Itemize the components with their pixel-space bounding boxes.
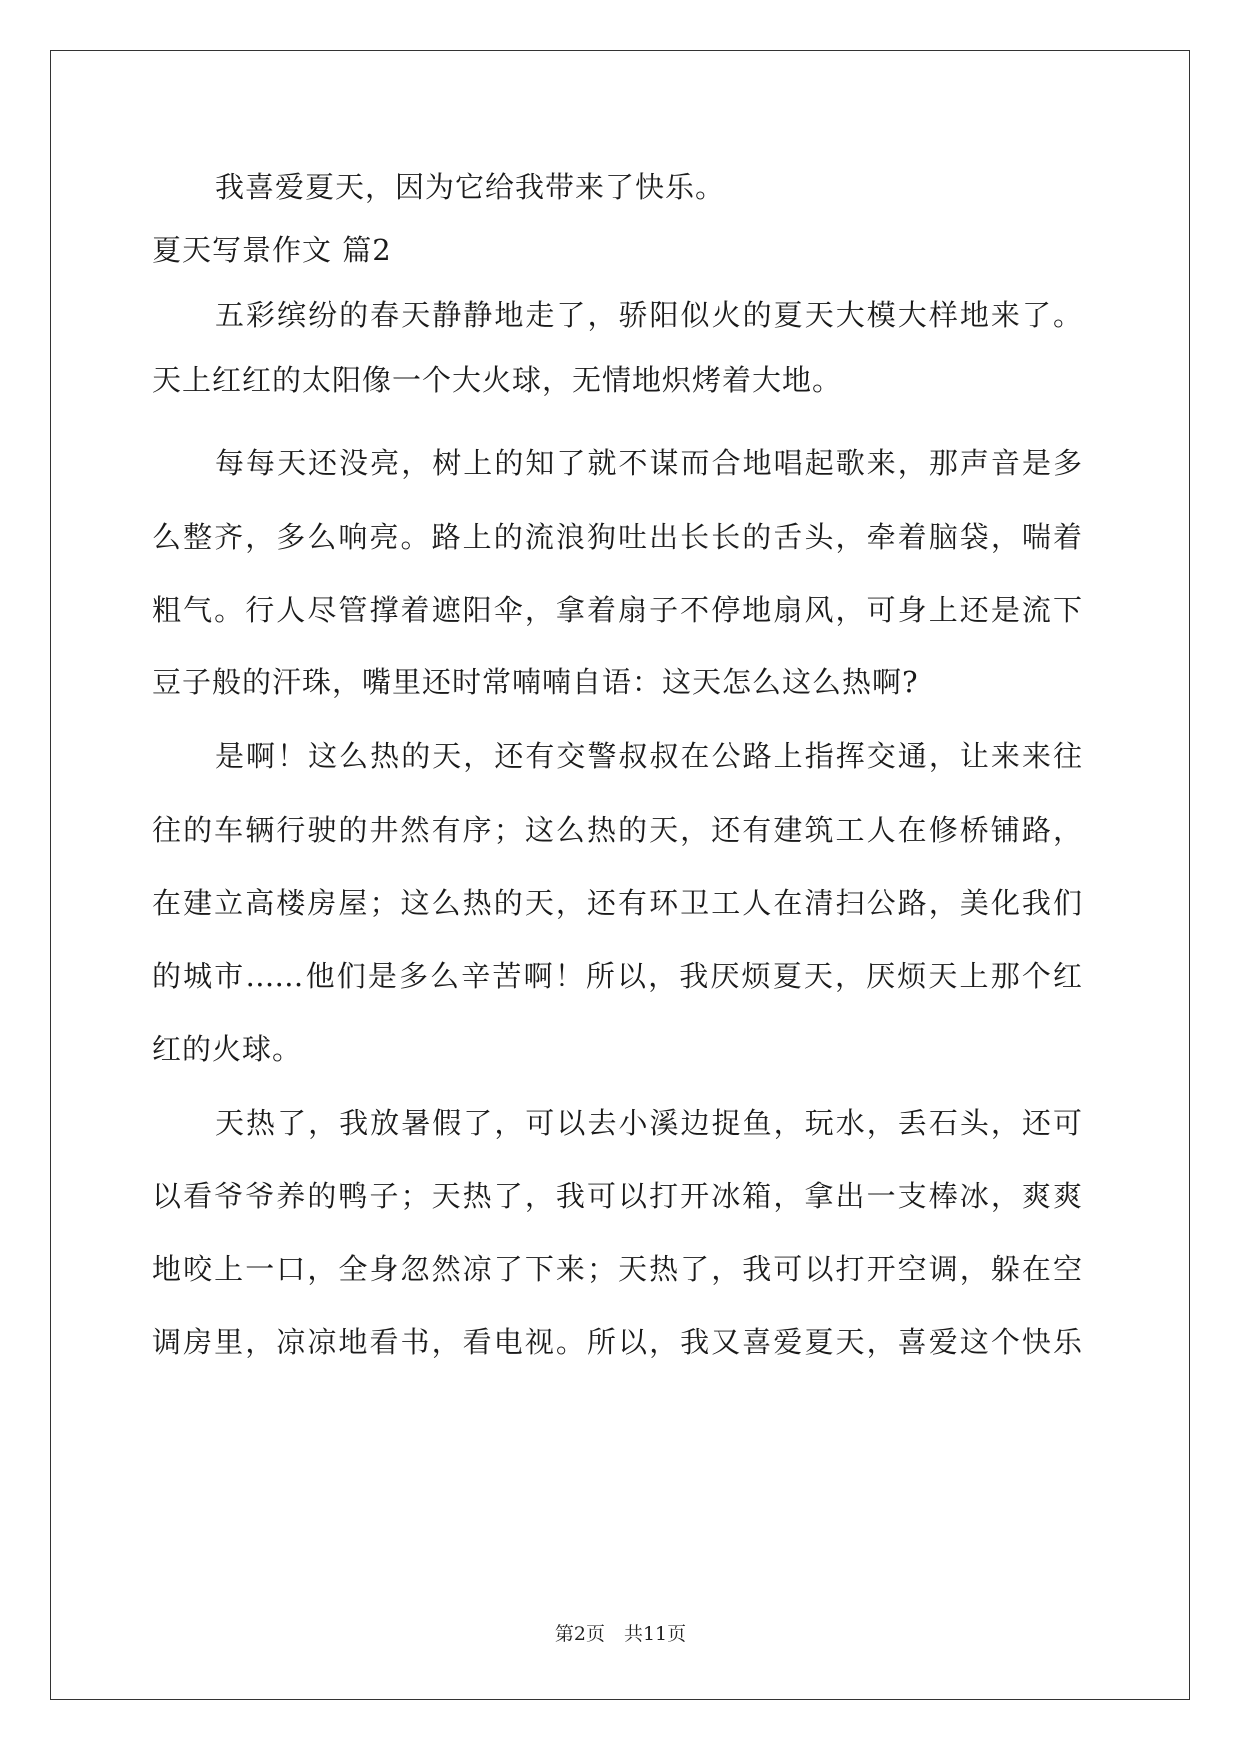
paragraph-line: 以看爷爷养的鸭子；天热了，我可以打开冰箱，拿出一支棒冰，爽爽 (152, 1179, 1082, 1213)
paragraph-line: 豆子般的汗珠，嘴里还时常喃喃自语：这天怎么这么热啊? (152, 665, 919, 699)
paragraph-line: 我喜爱夏天，因为它给我带来了快乐。 (215, 170, 726, 204)
paragraph-line: 是啊！这么热的天，还有交警叔叔在公路上指挥交通，让来来往 (215, 739, 1082, 773)
section-heading: 夏天写景作文 篇2 (152, 233, 392, 267)
paragraph-line: 天上红红的太阳像一个大火球，无情地炽烤着大地。 (152, 363, 843, 397)
paragraph-line: 在建立高楼房屋；这么热的天，还有环卫工人在清扫公路，美化我们 (152, 886, 1082, 920)
paragraph-line: 五彩缤纷的春天静静地走了，骄阳似火的夏天大模大样地来了。 (215, 298, 1082, 332)
paragraph-line: 调房里，凉凉地看书，看电视。所以，我又喜爱夏天，喜爱这个快乐 (152, 1325, 1082, 1359)
paragraph-line: 粗气。行人尽管撑着遮阳伞，拿着扇子不停地扇风，可身上还是流下 (152, 593, 1082, 627)
paragraph-line: 么整齐，多么响亮。路上的流浪狗吐出长长的舌头，牵着脑袋，喘着 (152, 520, 1082, 554)
page-number: 第2页 共11页 (554, 1623, 687, 1645)
paragraph-line: 每每天还没亮，树上的知了就不谋而合地唱起歌来，那声音是多 (215, 446, 1082, 480)
paragraph-line: 往的车辆行驶的井然有序；这么热的天，还有建筑工人在修桥铺路， (152, 813, 1082, 847)
paragraph-line: 地咬上一口，全身忽然凉了下来；天热了，我可以打开空调，躲在空 (152, 1252, 1082, 1286)
paragraph-line: 的城市……他们是多么辛苦啊！所以，我厌烦夏天，厌烦天上那个红 (152, 959, 1082, 993)
paragraph-line: 红的火球。 (152, 1032, 303, 1066)
paragraph-line: 天热了，我放暑假了，可以去小溪边捉鱼，玩水，丢石头，还可 (215, 1106, 1082, 1140)
